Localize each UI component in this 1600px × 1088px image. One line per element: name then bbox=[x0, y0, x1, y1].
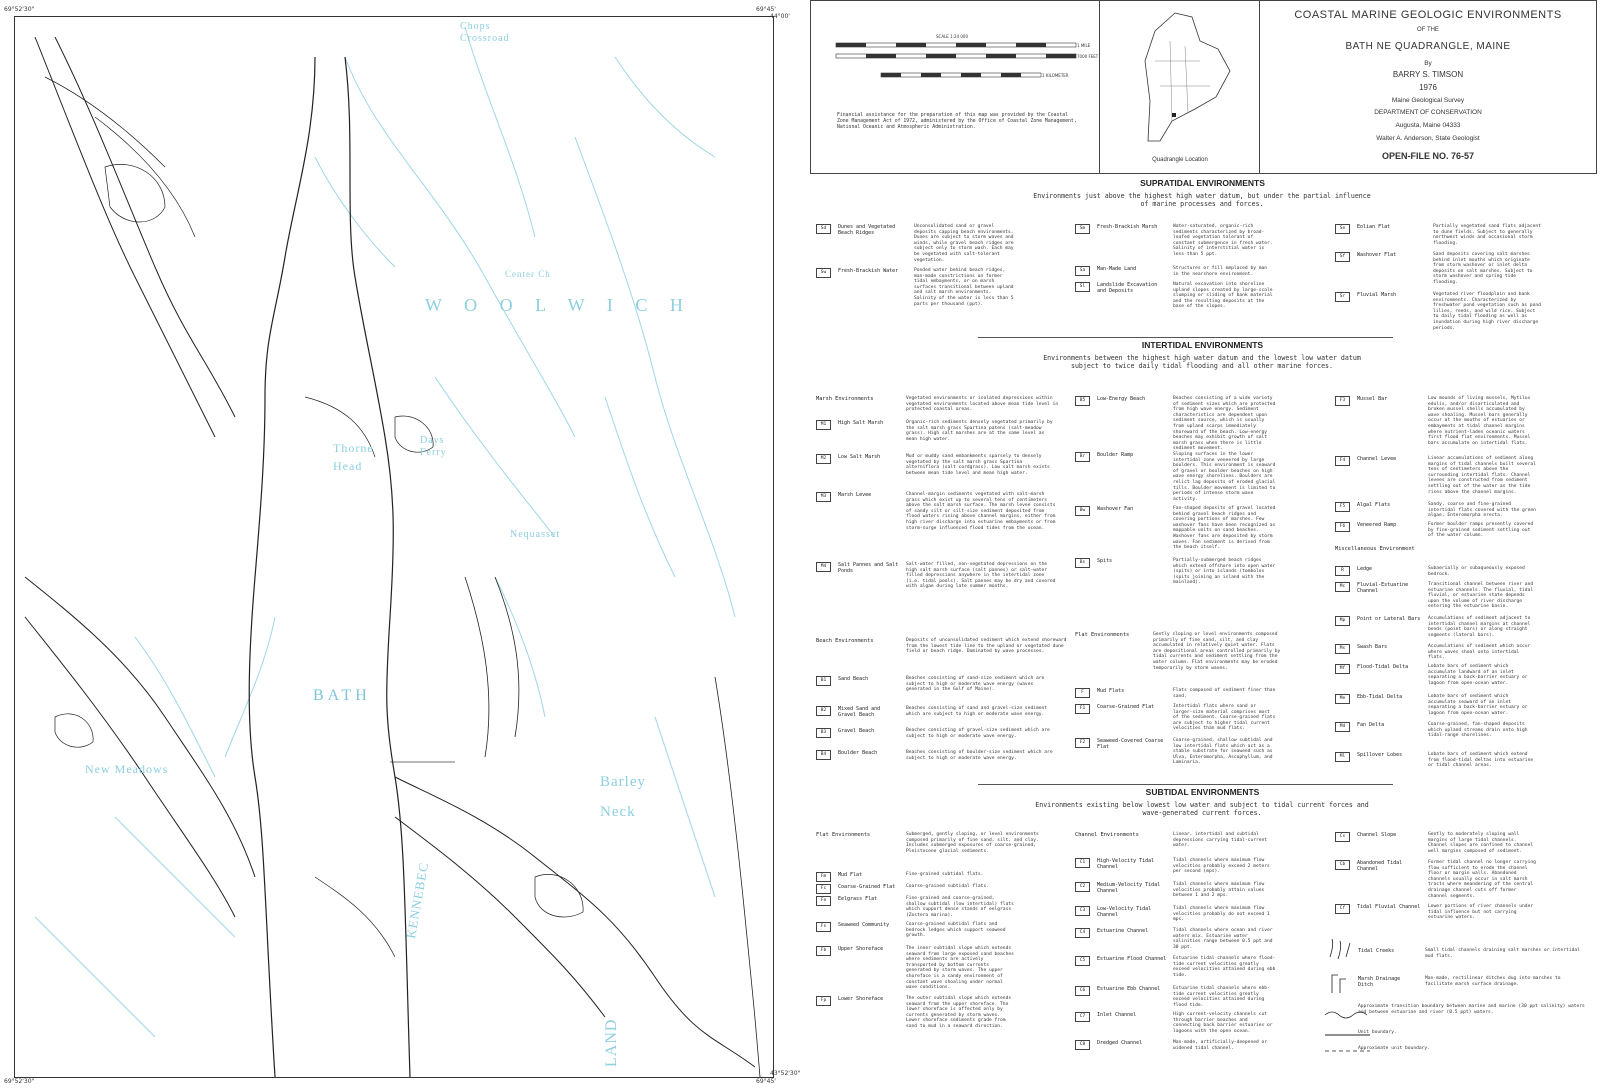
unit-name: Point or Lateral Bars bbox=[1357, 616, 1421, 622]
unit-name: Fluvial-Estuarine Channel bbox=[1357, 582, 1409, 594]
unit-description: Former tidal channel no longer carrying flow sufficient to erode the channel floor or margin walls. Abandoned channels usually occur in salt marsh tracts where meandering of the central drainage channel cuts off former channel segments. bbox=[1428, 860, 1536, 899]
unit-code-box: M3 bbox=[816, 492, 831, 502]
symbol-description: Man-made, rectilinear ditches dug into marshes to facilitate marsh surface drainage. bbox=[1425, 976, 1561, 987]
unit-name: Inlet Channel bbox=[1097, 1012, 1137, 1018]
unit-description: Unconsolidated sand or gravel deposits capping beach environments. Dunes are subject to storm waves and winds, while gravel beach ridges are subject only to storm wash. Each may be vegetated with salt-tolerant vegetation. bbox=[914, 224, 1014, 263]
unit-code-box: C5 bbox=[1075, 956, 1090, 966]
unit-name: Spits bbox=[1097, 558, 1113, 564]
svg-text:1 KILOMETER: 1 KILOMETER bbox=[1042, 73, 1069, 78]
group-name: Beach Environments bbox=[816, 638, 874, 644]
unit-name: Spillover Lobes bbox=[1357, 752, 1403, 758]
unit-code-box: C3 bbox=[1075, 906, 1090, 916]
unit-code-box: Ms bbox=[1335, 644, 1350, 654]
drainage-line bbox=[605, 397, 675, 577]
scale-bar bbox=[811, 1, 1100, 101]
unit-code-box: Sa bbox=[1075, 266, 1090, 276]
unit-code-box: C2 bbox=[1075, 882, 1090, 892]
unit-code-box: F5 bbox=[1335, 502, 1350, 512]
unit-code-box: B5 bbox=[1075, 396, 1090, 406]
unit-code-box: Ml bbox=[1335, 752, 1350, 762]
corner-label-top-left: 69°52'30" bbox=[4, 6, 35, 13]
unit-code-box: Sw bbox=[816, 268, 831, 278]
unit-name: Salt Pannes and Salt Ponds bbox=[838, 562, 899, 574]
group-description: Deposits of unconsolidated sediment which extend shoreward from the lowest tide line to the upland or vegetated dune field or beach ridge. Dominated by wave processes. bbox=[906, 638, 1067, 655]
unit-description: Subaerially or subaqueously exposed bedrock. bbox=[1428, 566, 1525, 577]
unit-name: Dunes and Vegetated Beach Ridges bbox=[838, 224, 896, 236]
supratidal-description: Environments just above the highest high water datum, but under the partial influence of marine processes and forces. bbox=[1033, 192, 1371, 208]
west-inlet-shore-2 bbox=[55, 37, 235, 417]
place-days-ferry: Days Ferry bbox=[420, 435, 447, 458]
place-woolwich: W O O L W I C H bbox=[425, 295, 692, 315]
location-caption: Quadrangle Location bbox=[1152, 157, 1208, 163]
unit-description: Tidal channels where ocean and river waters mix. Estuarine water salinities range between 0.5 ppt and 30 ppt. bbox=[1173, 928, 1273, 950]
group-name: Miscellaneous Environment bbox=[1335, 546, 1415, 552]
intertidal-divider bbox=[978, 784, 1393, 785]
unit-description: Lobate bars of sediment which extend from flood-tidal deltas into estuarine or tidal channel areas. bbox=[1428, 752, 1534, 769]
unit-code-box: F4 bbox=[1335, 456, 1350, 466]
unit-description: Lobate bars of sediment which accumulate landward of an inlet separating a back-barrier estuary or lagoon from open-ocean water. bbox=[1428, 664, 1528, 686]
corner-label-top-right-lat: 44°00' bbox=[770, 13, 790, 20]
unit-name: Landslide Excavation and Deposits bbox=[1097, 282, 1158, 294]
unit-code-box: Sr bbox=[1335, 292, 1350, 302]
unit-description: Organic-rich sediments densely vegetated primarily by the salt marsh grass Spartina patens (salt-meadow grass). High salt marshes are at the same level as mean high water. bbox=[906, 420, 1053, 442]
unit-name: Fresh-Brackish Water bbox=[838, 268, 899, 274]
unit-code-box: F3 bbox=[1335, 396, 1350, 406]
supratidal-divider bbox=[978, 337, 1393, 338]
unit-description: Beaches consisting of sand-size sediment which are subject to high or moderate wave energy (waves generated in the Gulf of Maine). bbox=[906, 676, 1045, 693]
unit-description: Low mounds of living mussels, Mytilus edulis, and/or disarticulated and broken mussel shells accumulated by wave shoaling. Mussel bars generally occur at the mouths of estuaries or embayments at tidal channel margins where nutrient-laden oceanic waters first flood flat environments. Mussel bars accumulate on intertidal flats. bbox=[1428, 396, 1531, 446]
unit-name: Flood-Tidal Delta bbox=[1357, 664, 1409, 670]
unit-description: Tidal channels where maximum flow velocities probably attain values between 1 and 2 mps. bbox=[1173, 882, 1265, 899]
svg-text:SCALE 1:24 000: SCALE 1:24 000 bbox=[936, 34, 968, 39]
symbol-description: Unit boundary. bbox=[1358, 1030, 1397, 1035]
unit-code-box: Se bbox=[1335, 224, 1350, 234]
unit-code-box: M4 bbox=[816, 562, 831, 572]
unit-name: Low-Velocity Tidal Channel bbox=[1097, 906, 1152, 918]
unit-code-box: B4 bbox=[816, 750, 831, 760]
unit-code-box: Sl bbox=[1075, 282, 1090, 292]
unit-name: Coarse-Grained Flat bbox=[1097, 704, 1155, 710]
unit-description: Partially-submerged beach ridges which extend offshore into open water (spits) or into islands (tombolos (spits joining an island with the mainland). bbox=[1173, 558, 1276, 586]
unit-description: Sloping surfaces in the lower intertidal zone veneered by large boulders. This environment is seaward of gravel or boulder beaches on high wave energy shorelines. Boulders are relict lag deposits of eroded glacial tills. Boulder movement is limited to periods of intense storm wave activity. bbox=[1173, 452, 1276, 502]
place-chops-crossroad: Chops Crossroad bbox=[460, 21, 510, 44]
unit-description: Salt-water filled, non-vegetated depressions on the high salt marsh surface (salt pannes) or salt-water filled depressions anywhere in the intertidal zone (i.e. tidal pools). Salt pannes may be dry and covered with algae during late summer months. bbox=[906, 562, 1056, 590]
unit-code-box: C6 bbox=[1075, 986, 1090, 996]
unit-code-box: Fb bbox=[816, 946, 831, 956]
estuary-shore-inner bbox=[395, 817, 605, 1017]
kennebec-east-shore bbox=[345, 57, 410, 1077]
unit-description: Gently to moderately sloping wall margins of large tidal channels. Channel slopes are confined to channel well margins composed of sediment. bbox=[1428, 832, 1534, 854]
unit-code-box: F6 bbox=[1335, 522, 1350, 532]
unit-description: Beaches consisting of boulder-size sediment which are subject to high or moderate wave energy. bbox=[906, 750, 1053, 761]
unit-description: Partially vegetated sand flats adjacent to dune fields. Subject to generally northwest winds and occasional storm flooding. bbox=[1433, 224, 1541, 246]
group-description: Submerged, gently sloping, or level environments composed primarily of fine sand, silt, and clay. Includes submerged exposures of coarse-grained, Pleistocene glacial sediments. bbox=[906, 832, 1039, 854]
unit-code-box: F1 bbox=[1075, 704, 1090, 714]
unit-description: Coarse-grained subtidal flats. bbox=[906, 884, 989, 889]
unit-name: High-Velocity Tidal Channel bbox=[1097, 858, 1155, 870]
unit-name: Mud Flats bbox=[1097, 688, 1125, 694]
unit-name: Gravel Beach bbox=[838, 728, 875, 734]
unit-description: Fine-grained subtidal flats. bbox=[906, 872, 984, 877]
unit-description: Lower portions of river channels under tidal influence but not carrying estuarine waters. bbox=[1428, 904, 1534, 921]
drainage-line bbox=[615, 57, 715, 157]
unit-description: Former boulder ramps presently covered by fine-grained sediment settling out of the water column. bbox=[1428, 522, 1534, 539]
unit-code-box: Bw bbox=[1075, 506, 1090, 516]
estuary-shore-east bbox=[395, 777, 755, 1067]
unit-code-box: Fc bbox=[816, 884, 831, 894]
quadrangle-name: BATH NE QUADRANGLE, MAINE bbox=[1345, 41, 1511, 52]
department: DEPARTMENT OF CONSERVATION bbox=[1374, 109, 1482, 116]
maine-outline bbox=[1100, 1, 1260, 151]
unit-name: Estuarine Channel bbox=[1097, 928, 1149, 934]
location-box bbox=[1099, 0, 1261, 174]
unit-description: Mud or muddy sand embankments sparsely to densely vegetated by the salt marsh grass Spartina alterniflora (salt cordgrass). Low salt marsh exists between mean tide level and mean high water. bbox=[906, 454, 1050, 476]
state-geologist: Walter A. Anderson, State Geologist bbox=[1376, 135, 1480, 142]
unit-description: Lobate bars of sediment which accumulate seaward of an inlet separating a back-barrier estuary or lagoon from open-ocean water. bbox=[1428, 694, 1528, 716]
west-inlet-shore bbox=[35, 37, 215, 437]
unit-description: Channel-margin sediments vegetated with salt-marsh grass which exist up to several tens of centimeters above the salt marsh surface. The marsh levee consists of sandy silt or silt-size sediment deposited from flood waters rising above channel margins, either from high river discharge into estuarine embayments or from storm-surge influenced flood tides from the ocean. bbox=[906, 492, 1056, 531]
drainage-line bbox=[135, 637, 215, 777]
unit-description: Tidal channels where maximum flow velocities probably do not exceed 1 mps. bbox=[1173, 906, 1270, 923]
unit-description: Water-saturated, organic-rich sediments characterized by broad-leafed vegetation tolerant of constant submergence in fresh water. Salinity of interstitial water is less than 5 ppt. bbox=[1173, 224, 1273, 257]
group-name: Marsh Environments bbox=[816, 396, 874, 402]
unit-name: Man-Made Land bbox=[1097, 266, 1137, 272]
title-box bbox=[1259, 0, 1597, 174]
unit-description: Intertidal flats where sand or larger-size material comprises most of the sediment. Coarse-grained flats are subject to higher tidal current velocities than mud flats. bbox=[1173, 704, 1276, 732]
unit-code-box: Mf bbox=[1335, 664, 1350, 674]
unit-name: Estuarine Flood Channel bbox=[1097, 956, 1167, 962]
unit-name: Sand Beach bbox=[838, 676, 869, 682]
corner-label-bottom-left: 69°52'30" bbox=[4, 1078, 35, 1085]
unit-name: Ebb-Tidal Delta bbox=[1357, 694, 1403, 700]
map-drawing bbox=[15, 17, 773, 1077]
marsh-boundary bbox=[45, 77, 165, 167]
unit-description: Accumulations of sediment which occur where waves shoal onto intertidal flats. bbox=[1428, 644, 1531, 661]
kennebec-west-shore bbox=[249, 57, 315, 1077]
drainage-line bbox=[315, 157, 395, 267]
unit-name: Medium-Velocity Tidal Channel bbox=[1097, 882, 1161, 894]
symbol-name: Marsh Drainage Ditch bbox=[1358, 976, 1401, 988]
drainage-line bbox=[35, 917, 155, 1037]
unit-code-box: M1 bbox=[816, 420, 831, 430]
unit-name: Boulder Beach bbox=[838, 750, 878, 756]
unit-name: Marsh Levee bbox=[838, 492, 872, 498]
place-nequasset: Nequasset bbox=[510, 529, 561, 540]
svg-text:1 MILE: 1 MILE bbox=[1077, 43, 1091, 48]
funding-note: Financial assistance for the preparation of this map was provided by the Coastal Zone Management Act of 1972, administered by the Office of Coastal Zone Management, National Oceanic and Atmospheric Administration. bbox=[837, 113, 1077, 130]
unit-name: Eelgrass Flat bbox=[838, 896, 878, 902]
unit-description: Estuarine tidal channels where flood-tide current velocities greatly exceed velocities attained during ebb tide. bbox=[1173, 956, 1276, 978]
unit-code-box: Mc bbox=[1335, 582, 1350, 592]
group-name: Flat Environments bbox=[1075, 632, 1130, 638]
unit-description: Fine-grained and coarse-grained, shallow subtidal (low intertidal) flats which support dense stands of eelgrass (Zostera marina). bbox=[906, 896, 1014, 918]
supratidal-heading: SUPRATIDAL ENVIRONMENTS bbox=[1140, 178, 1265, 188]
unit-name: Washover Fan bbox=[1097, 506, 1134, 512]
unit-code-box: C4 bbox=[1075, 928, 1090, 938]
unit-name: Channel Slope bbox=[1357, 832, 1397, 838]
unit-description: Sand deposits covering salt marshes behind inlet mouths which originate from storm washover or inlet delta deposits on salt marshes. Subject to storm washover and spring tide flooding. bbox=[1433, 252, 1533, 285]
place-barley-neck: Barley Neck bbox=[600, 774, 646, 820]
unit-name: Fluvial Marsh bbox=[1357, 292, 1397, 298]
unit-name: Fresh-Brackish Marsh bbox=[1097, 224, 1158, 230]
unit-name: Lower Shoreface bbox=[838, 996, 884, 1002]
unit-name: Tidal Fluvial Channel bbox=[1357, 904, 1421, 910]
marsh-boundary-2 bbox=[95, 117, 195, 237]
unit-description: Coarse-grained, shallow subtidal and low intertidal flats which act as a stable substrate for seaweed such as Ulva, Enteromorpha, Ascophyllum, and Laminaria. bbox=[1173, 738, 1273, 766]
unit-name: Coarse-Grained Flat bbox=[838, 884, 896, 890]
open-file-number: OPEN-FILE NO. 76-57 bbox=[1381, 151, 1475, 161]
unit-description: Transitional channel between river and estuarine channels. The fluvial, tidal fluvial, or estuarine state depends upon the volume of river discharge entering the estuarine basin. bbox=[1428, 582, 1534, 610]
unit-name: Seaweed Community bbox=[838, 922, 890, 928]
unit-code-box: Fm bbox=[816, 872, 831, 882]
unit-name: High Salt Marsh bbox=[838, 420, 884, 426]
survey-name: Maine Geological Survey bbox=[1391, 97, 1465, 104]
drainage-line bbox=[345, 57, 575, 437]
unit-name: Veneered Ramp bbox=[1357, 522, 1397, 528]
unit-code-box: F2 bbox=[1075, 738, 1090, 748]
place-new-meadows: New Meadows bbox=[85, 762, 169, 776]
unit-description: Coarse-grained subtidal flats and bedrock ledges which support seaweed growth. bbox=[906, 922, 1006, 939]
legend-panel bbox=[810, 0, 1595, 1085]
svg-text:7000 FEET: 7000 FEET bbox=[1077, 54, 1099, 59]
unit-name: Low-Energy Beach bbox=[1097, 396, 1146, 402]
unit-code-box: Br bbox=[1075, 452, 1090, 462]
unit-description: Structures or fill emplaced by man in the nearshore environment. bbox=[1173, 266, 1268, 277]
marsh-unit bbox=[535, 874, 583, 917]
unit-name: Boulder Ramp bbox=[1097, 452, 1134, 458]
unit-description: High current-velocity channels cut through barrier beaches and connecting back barrier estuaries or lagoons with the open ocean. bbox=[1173, 1012, 1273, 1034]
unit-name: Washover Flat bbox=[1357, 252, 1397, 258]
marsh-boundary-4 bbox=[315, 877, 395, 957]
unit-name: Dredged Channel bbox=[1097, 1040, 1143, 1046]
unit-code-box: Cb bbox=[1335, 860, 1350, 870]
unit-code-box: Mp bbox=[1335, 616, 1350, 626]
map-title: COASTAL MARINE GEOLOGIC ENVIRONMENTS bbox=[1294, 9, 1562, 21]
title-by: By bbox=[1424, 60, 1432, 67]
unit-code-box: Cs bbox=[1335, 832, 1350, 842]
intertidal-heading: INTERTIDAL ENVIRONMENTS bbox=[1141, 340, 1264, 350]
unit-code-box: Cf bbox=[1335, 904, 1350, 914]
unit-code-box: Fs bbox=[816, 922, 831, 932]
place-center-ch: Center Ch bbox=[505, 269, 551, 279]
corner-label-bottom-right: 69°45' bbox=[756, 1078, 776, 1085]
place-bath: BATH bbox=[313, 687, 371, 704]
year: 1976 bbox=[1419, 83, 1437, 92]
place-kennebec: KENNEBEC bbox=[403, 860, 432, 940]
drainage-line bbox=[465, 27, 535, 237]
unit-name: Mud Flat bbox=[838, 872, 863, 878]
unit-description: Coarse-grained, fan-shaped deposits which upland streams drain onto high tidal-range shorelines. bbox=[1428, 722, 1528, 739]
unit-code-box: B3 bbox=[816, 728, 831, 738]
unit-name: Channel Levee bbox=[1357, 456, 1397, 462]
unit-code-box: Me bbox=[1335, 694, 1350, 704]
drainage-line bbox=[115, 817, 235, 937]
title-of-the: OF THE bbox=[1417, 27, 1439, 33]
unit-name: Estuarine Ebb Channel bbox=[1097, 986, 1161, 992]
unit-name: Fan Delta bbox=[1357, 722, 1385, 728]
unit-description: The outer subtidal slope which extends seaward from the upper shoreface. The lower shoreface is affected only by currents generated by storm waves. Lower shoreface sediments grade from sand to mud in a seaward direction. bbox=[906, 996, 1012, 1029]
unit-name: Abandoned Tidal Channel bbox=[1357, 860, 1403, 872]
unit-name: Low Salt Marsh bbox=[838, 454, 881, 460]
unit-code-box: Sf bbox=[1335, 252, 1350, 262]
unit-code-box: B1 bbox=[816, 676, 831, 686]
unit-code-box: B2 bbox=[816, 706, 831, 716]
corner-label-bottom-right-lat: 43°52'30" bbox=[770, 1070, 801, 1077]
marsh-unit bbox=[55, 714, 93, 747]
unit-description: Beaches consisting of a wide variety of sediment sizes which are protected from high wave energy. Sediment characteristics are dependent upon sediment source, which is usually from upland scarps immediately shoreward of the beach. Low-energy beaches may exhibit growth of salt marsh grass when there is little sediment movement. bbox=[1173, 396, 1276, 452]
symbol-description: Approximate transition boundary between marine and marine (30 ppt salinity) waters and between estuarine and river (0.5 ppt) waters. bbox=[1358, 1004, 1585, 1015]
unit-code-box: C8 bbox=[1075, 1040, 1090, 1050]
group-description: Linear, intertidal and subtidal depressions carrying tidal-current water. bbox=[1173, 832, 1268, 849]
symbol-description: Small tidal channels draining salt marshes or intertidal mud flats. bbox=[1425, 948, 1580, 959]
group-description: Vegetated environments or isolated depressions within vegetated environments located above mean tide level in protected coastal areas. bbox=[906, 396, 1059, 413]
unit-name: Seaweed-Covered Coarse Flat bbox=[1097, 738, 1164, 750]
place-land: LAND bbox=[603, 1018, 620, 1067]
unit-name: Upper Shoreface bbox=[838, 946, 884, 952]
unit-description: Man-made, artificially-deepened or widened tidal channel. bbox=[1173, 1040, 1268, 1051]
group-description: Gently sloping or level environments composed primarily of fine sand, silt, and clay accumulated in relatively quiet water. Flats are depositional areas controlled primarily by tidal currents and sediment settling from the water column. Flat environments may be eroded temporarily by storm waves. bbox=[1153, 632, 1281, 671]
unit-code-box: Bs bbox=[1075, 558, 1090, 568]
geologic-map[interactable] bbox=[14, 16, 774, 1078]
creek-shore bbox=[465, 577, 489, 757]
unit-code-box: Fp bbox=[816, 996, 831, 1006]
subtidal-heading: SUBTIDAL ENVIRONMENTS bbox=[1145, 787, 1260, 797]
place-thorne-head: Thorne Head bbox=[333, 441, 374, 473]
unit-description: Linear accumulations of sediment along margins of tidal channels built several tens of centimeters above the surrounding intertidal flats. Channel levees are constructed from sediment settling out of the water as the tide rises above the channel margins. bbox=[1428, 456, 1536, 495]
east-shore bbox=[715, 677, 760, 1077]
corner-label-top-right: 69°45' bbox=[756, 6, 776, 13]
intertidal-description: Environments between the highest high water datum and the lowest low water datum subject to twice daily tidal flooding and all other marine forces. bbox=[1043, 354, 1361, 370]
unit-description: The inner subtidal slope which extends seaward from large exposed sand beaches where sediments are actively transported by bottom currents generated by storm waves. The upper shoreface is a sandy environment of constant wave shoaling under normal wave conditions. bbox=[906, 946, 1014, 991]
unit-description: Sandy, coarse and fine-grained intertidal flats covered with the green algae, Enteromorpha erecta. bbox=[1428, 502, 1536, 519]
author: BARRY S. TIMSON bbox=[1392, 70, 1464, 79]
unit-code-box: R bbox=[1335, 566, 1350, 576]
group-name: Channel Environments bbox=[1075, 832, 1139, 838]
drainage-line bbox=[575, 137, 735, 617]
unit-description: Estuarine tidal channels where ebb-tide current velocities greatly exceed velocities attained during flood tide. bbox=[1173, 986, 1270, 1008]
symbol-swatches bbox=[1320, 935, 1390, 1065]
symbol-name: Tidal Creeks bbox=[1358, 948, 1395, 954]
unit-name: Swash Bars bbox=[1357, 644, 1388, 650]
unit-description: Beaches consisting of gravel-size sediment which are subject to high or moderate wave energy. bbox=[906, 728, 1050, 739]
unit-name: Mixed Sand and Gravel Beach bbox=[838, 706, 881, 718]
unit-code-box: F bbox=[1075, 688, 1090, 698]
unit-description: Fan-shaped deposits of gravel located behind gravel beach ridges and covering portions of marshes. Few washover fans have been recognized as mappable units on sand beaches. Washover fans are deposited by storm waves. Fan sediment is derived from the beach itself. bbox=[1173, 506, 1276, 551]
unit-description: Beaches consisting of sand and gravel-size sediment which are subject to high or moderate wave energy. bbox=[906, 706, 1048, 717]
unit-name: Ledge bbox=[1357, 566, 1373, 572]
unit-code-box: Md bbox=[1335, 722, 1350, 732]
unit-description: Ponded water behind beach ridges, man-made constrictions on former tidal embayments, or on marsh surfaces transitional between upland and salt marsh environments. Salinity of the water is less than 5 parts per thousand (ppt). bbox=[914, 268, 1014, 307]
unit-code-box: M2 bbox=[816, 454, 831, 464]
unit-name: Mussel Bar bbox=[1357, 396, 1388, 402]
unit-description: Natural excavation into shoreline upland slopes created by large-scale slumping or sliding of bank material and the resulting deposits at the base of the slopes. bbox=[1173, 282, 1273, 310]
unit-code-box: C1 bbox=[1075, 858, 1090, 868]
group-name: Flat Environments bbox=[816, 832, 871, 838]
scale-box bbox=[810, 0, 1101, 174]
unit-description: Accumulations of sediment adjacent to intertidal channel margins at channel bends (point bars) or along straight segments (lateral bars). bbox=[1428, 616, 1531, 638]
new-meadows-shore bbox=[25, 577, 255, 877]
unit-code-box: Sd bbox=[816, 224, 831, 234]
unit-description: Flats composed of sediment finer than sand. bbox=[1173, 688, 1276, 699]
unit-code-box: Sm bbox=[1075, 224, 1090, 234]
city: Augusta, Maine 04333 bbox=[1395, 122, 1461, 129]
unit-name: Algal Flats bbox=[1357, 502, 1391, 508]
unit-code-box: C7 bbox=[1075, 1012, 1090, 1022]
unit-name: Eolian Flat bbox=[1357, 224, 1391, 230]
subtidal-description: Environments existing below lowest low water and subject to tidal current forces and wave-generated current forces. bbox=[1035, 801, 1369, 817]
unit-description: Vegetated river floodplain and bank environments. Characterized by freshwater pond vegetation such as pond lilies, reeds, and wild rice. Subject to daily tidal flooding as well as inundation during high river discharge periods. bbox=[1433, 292, 1541, 331]
symbol-description: Approximate unit boundary. bbox=[1358, 1046, 1430, 1051]
unit-code-box: Fe bbox=[816, 896, 831, 906]
unit-description: Tidal channels where maximum flow velocities probably exceed 2 meters per second (mps). bbox=[1173, 858, 1270, 875]
